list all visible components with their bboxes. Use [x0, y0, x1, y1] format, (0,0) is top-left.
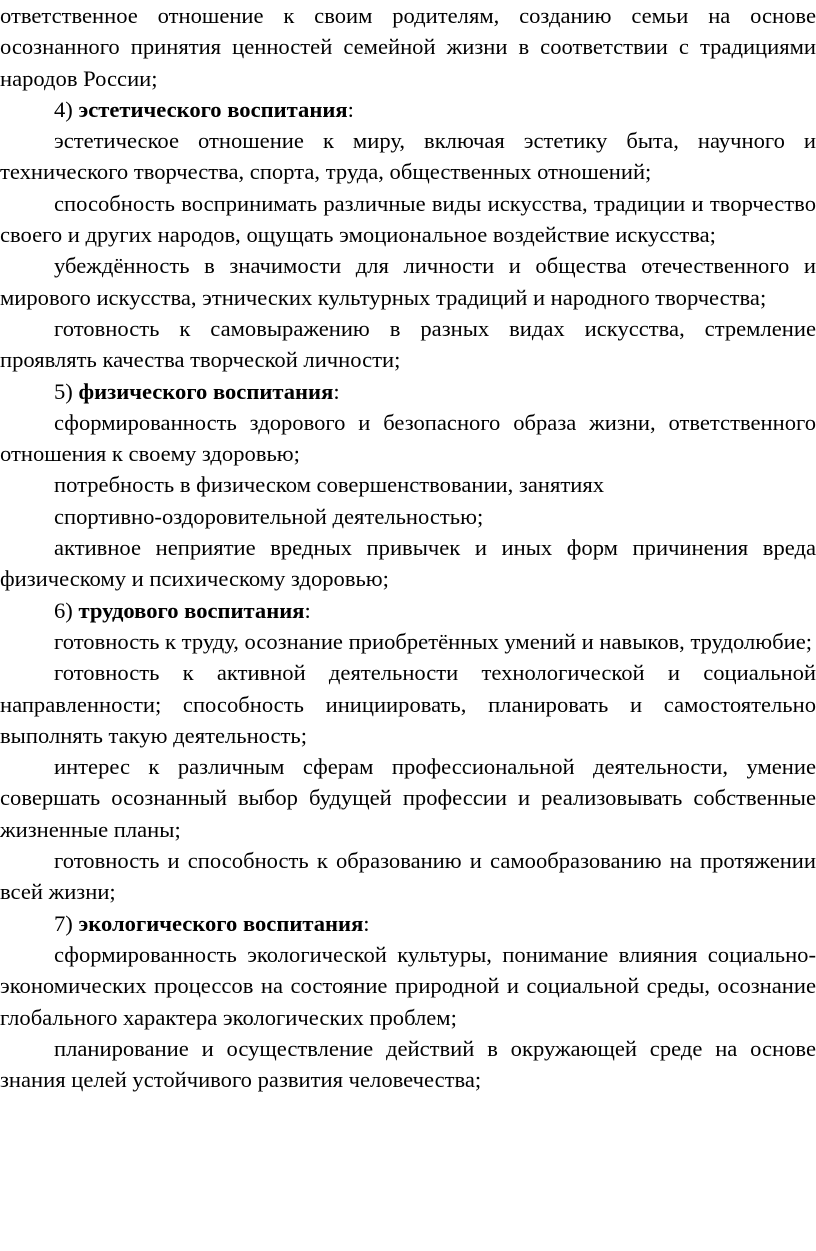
paragraph: спортивно-оздоровительной деятельностью; [54, 503, 484, 529]
paragraph: сформированность экологической культуры, понимание влияния социально-экономических процессов на состояние природной и социальной среды, осознание глобального характера экологических проблем; [0, 941, 816, 1030]
paragraph: способность воспринимать различные виды искусства, традиции и творчество своего и других народов, ощущать эмоциональное воздействие искусства; [0, 190, 816, 248]
section-title: физического воспитания [78, 378, 334, 404]
section-title: эстетического воспитания [78, 96, 348, 122]
section-number: 5) [54, 378, 73, 404]
paragraph: сформированность здорового и безопасного образа жизни, ответственного отношения к своему здоровью; [0, 409, 816, 467]
paragraph: эстетическое отношение к миру, включая эстетику быта, научного и технического творчества, спорта, труда, общественных отношений; [0, 128, 816, 185]
paragraph-family-continuation: ответственное отношение к своим родителям, созданию семьи на основе осознанного принятия ценностей семейной жизни в соответствии с традициями народов России; [0, 3, 816, 91]
paragraph: потребность в физическом совершенствовании, занятиях [54, 472, 605, 498]
section-number: 7) [54, 910, 73, 936]
section-heading-aesthetic: 4) эстетического воспитания: [54, 96, 354, 122]
paragraph: убеждённость в значимости для личности и общества отечественного и мирового искусства, этнических культурных традиций и народного творчества; [0, 253, 816, 310]
paragraph: готовность к активной деятельности технологической и социальной направленности; способность инициировать, планировать и самостоятельно выполнять такую деятельность; [0, 660, 816, 748]
section-title: экологического воспитания [78, 910, 364, 936]
paragraph: активное неприятие вредных привычек и иных форм причинения вреда физическому и психическому здоровью; [0, 535, 816, 592]
section-number: 6) [54, 597, 73, 623]
paragraph: готовность к труду, осознание приобретённых умений и навыков, трудолюбие; [54, 628, 813, 654]
section-number: 4) [54, 96, 73, 122]
section-title: трудового воспитания [78, 597, 305, 623]
paragraph: интерес к различным сферам профессиональной деятельности, умение совершать осознанный выбор будущей профессии и реализовывать собственные жизненные планы; [0, 754, 816, 842]
section-heading-ecological: 7) экологического воспитания: [54, 910, 370, 936]
paragraph: планирование и осуществление действий в окружающей среде на основе знания целей устойчивого развития человечества; [0, 1035, 816, 1093]
paragraph: готовность и способность к образованию и самообразованию на протяжении всей жизни; [0, 848, 816, 905]
section-heading-labor: 6) трудового воспитания: [54, 597, 311, 623]
paragraph: готовность к самовыражению в разных видах искусства, стремление проявлять качества творческой личности; [0, 315, 816, 373]
section-heading-physical: 5) физического воспитания: [54, 378, 340, 404]
